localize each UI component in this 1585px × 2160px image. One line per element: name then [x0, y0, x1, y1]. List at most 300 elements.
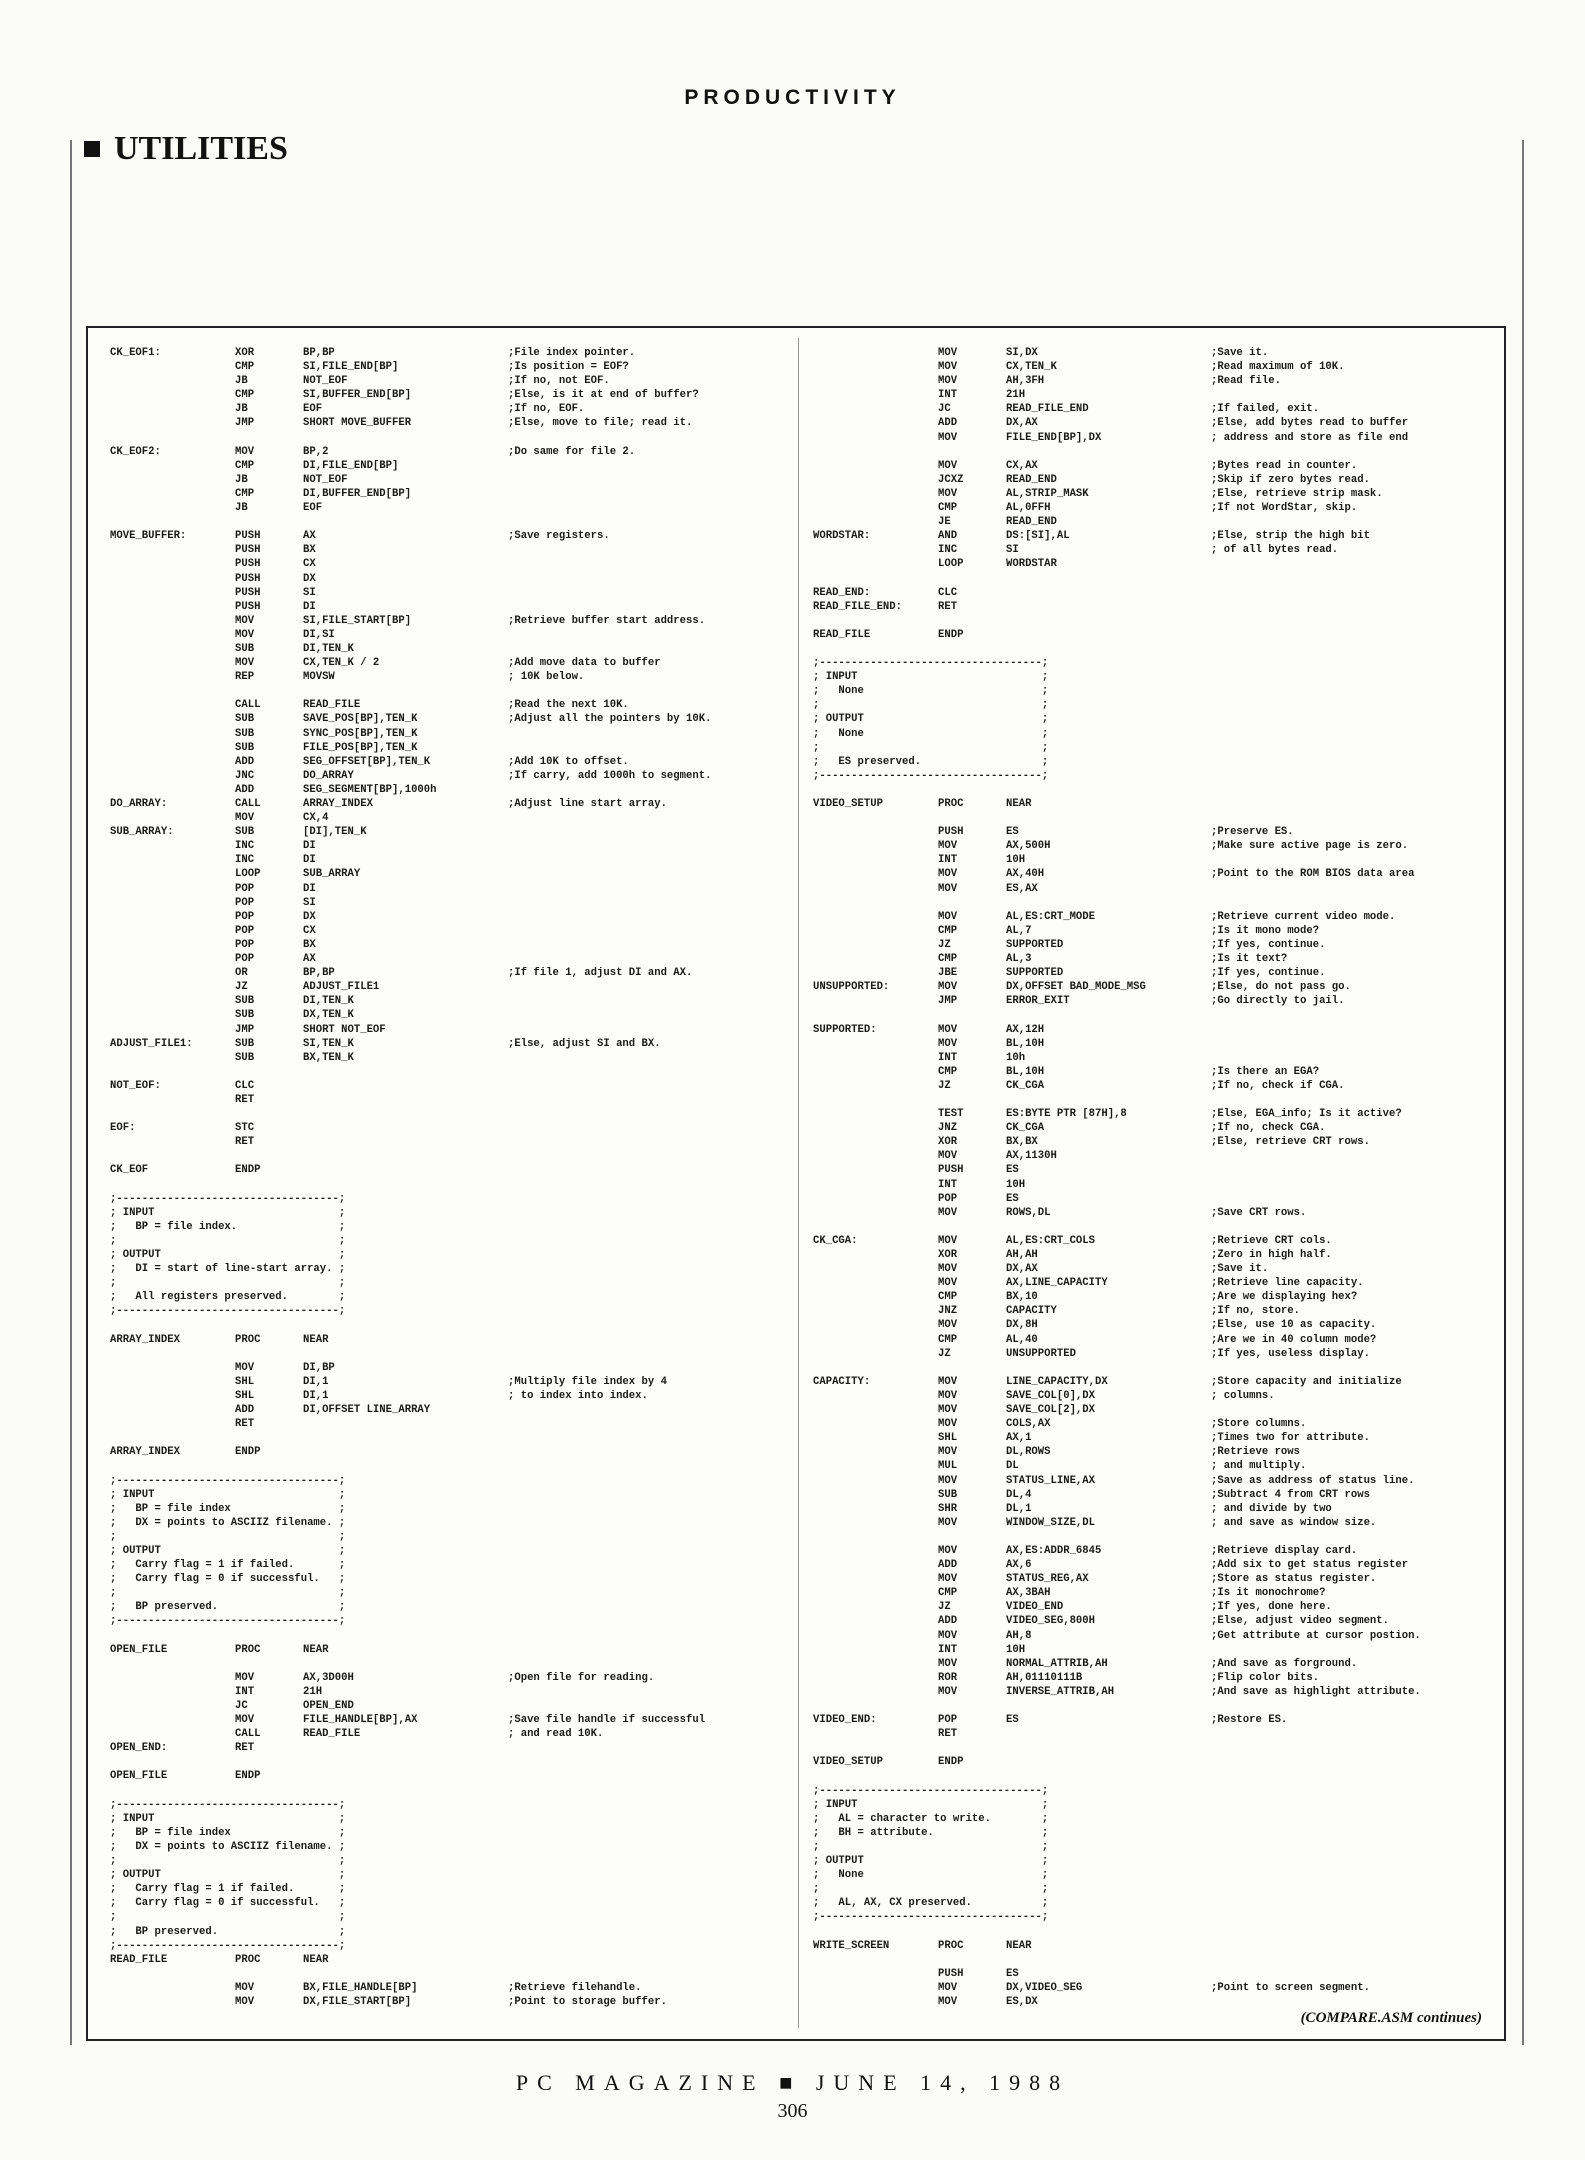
code-line [813, 980, 1503, 994]
code-label [813, 1276, 938, 1290]
code-label: VIDEO_SETUP [813, 1756, 883, 1769]
comment-box-line: ; BP = file index. ; [110, 1220, 346, 1233]
code-line [813, 1840, 1503, 1854]
code-label [110, 501, 235, 515]
code-comment [508, 1685, 800, 1699]
comment-box-line: ; INPUT ; [813, 671, 1049, 684]
code-label: ARRAY_INDEX [110, 1446, 180, 1459]
code-line [110, 755, 800, 769]
comment-box-line: ;-----------------------------------; [110, 1615, 346, 1628]
code-label [110, 1135, 235, 1149]
code-label [813, 543, 938, 557]
code-line [813, 600, 1503, 614]
code-comment [1211, 600, 1503, 614]
code-operand: DX,OFFSET BAD_MODE_MSG [1006, 981, 1146, 994]
code-operand [303, 1065, 508, 1079]
code-line [813, 698, 1503, 712]
code-opcode: PROC [938, 1939, 964, 1952]
code-comment: ;Read the next 10K. [508, 699, 629, 712]
code-opcode: PUSH [235, 572, 261, 585]
code-operand: CK_CGA [1006, 1122, 1045, 1135]
code-comment: ;Else, EGA_info; Is it active? [1211, 1108, 1402, 1121]
comment-box-line: ; Carry flag = 0 if successful. ; [110, 1573, 346, 1586]
code-line [110, 1572, 800, 1586]
code-opcode: JC [938, 403, 951, 416]
code-operand: NORMAL_ATTRIB,AH [1006, 1657, 1108, 1670]
code-comment [508, 1699, 800, 1713]
comment-box-line: ; ; [110, 1277, 346, 1290]
code-comment [508, 684, 800, 698]
code-label [813, 459, 938, 473]
code-line [110, 727, 800, 741]
code-label [110, 1065, 235, 1079]
code-label [813, 1318, 938, 1332]
code-line [110, 698, 800, 712]
code-comment [1211, 1220, 1503, 1234]
code-operand: SAVE_COL[2],DX [1006, 1404, 1096, 1417]
code-opcode: JE [938, 516, 951, 529]
code-comment [1211, 1727, 1503, 1741]
code-line [110, 1755, 800, 1769]
code-opcode: MOV [938, 1516, 958, 1529]
code-line [110, 628, 800, 642]
code-line [110, 501, 800, 515]
code-opcode [235, 515, 303, 529]
comment-box-line: ; All registers preserved. ; [110, 1291, 346, 1304]
code-label [813, 1417, 938, 1431]
code-label [813, 1572, 938, 1586]
code-operand: BP,BP [303, 967, 335, 980]
code-operand: DI [303, 854, 316, 867]
code-opcode: SUB [938, 1488, 958, 1501]
code-operand: DX,FILE_START[BP] [303, 1995, 412, 2008]
code-opcode [235, 1065, 303, 1079]
code-operand: AX,3D00H [303, 1671, 354, 1684]
code-operand [303, 1178, 508, 1192]
code-line [813, 1530, 1503, 1544]
code-label [110, 1459, 235, 1473]
code-line [110, 1206, 800, 1220]
code-label [813, 642, 938, 656]
code-operand: DX,VIDEO_SEG [1006, 1981, 1083, 1994]
code-operand: READ_FILE [303, 699, 361, 712]
code-opcode: PROC [938, 798, 964, 810]
code-label [110, 360, 235, 374]
code-label [813, 867, 938, 881]
code-line [813, 712, 1503, 726]
code-label: MOVE_BUFFER: [110, 530, 187, 543]
code-comment [1211, 1967, 1503, 1981]
code-opcode: RET [235, 1742, 255, 1755]
code-operand: SEG_SEGMENT[BP],1000h [303, 783, 437, 796]
code-opcode: MOV [938, 1234, 958, 1247]
code-label [813, 1121, 938, 1135]
code-label [813, 966, 938, 980]
code-line [110, 1149, 800, 1163]
code-line [813, 1079, 1503, 1093]
code-comment: ;Are we displaying hex? [1211, 1291, 1358, 1304]
code-label [813, 1502, 938, 1516]
code-label [813, 1192, 938, 1206]
code-label: DO_ARRAY: [110, 798, 168, 810]
comment-box-line: ; OUTPUT ; [110, 1869, 346, 1882]
code-line [813, 797, 1503, 811]
code-operand [303, 1755, 508, 1769]
code-line [813, 670, 1503, 684]
code-opcode: MOV [235, 657, 255, 670]
code-opcode: CMP [938, 1333, 958, 1346]
code-line [813, 1657, 1503, 1671]
code-line [813, 1826, 1503, 1840]
code-line [110, 825, 800, 839]
code-opcode: MOV [938, 347, 958, 359]
code-comment [508, 1967, 800, 1981]
code-label [110, 712, 235, 726]
comment-box-line: ;-----------------------------------; [110, 1939, 346, 1952]
code-line [813, 1178, 1503, 1192]
code-label [110, 459, 235, 473]
code-line [110, 684, 800, 698]
code-comment: ;Get attribute at cursor postion. [1211, 1629, 1421, 1642]
code-line [813, 1445, 1503, 1459]
code-comment [508, 473, 800, 487]
code-label [110, 1008, 235, 1022]
code-operand: BP,2 [303, 445, 329, 458]
code-opcode: XOR [235, 347, 255, 359]
code-label [110, 1685, 235, 1699]
code-comment [508, 459, 800, 473]
code-operand: AL,STRIP_MASK [1006, 487, 1089, 500]
code-operand: CAPACITY [1006, 1305, 1057, 1318]
code-comment: ; and multiply. [1211, 1460, 1307, 1473]
code-label: READ_FILE [813, 628, 871, 641]
code-operand: AL,40 [1006, 1333, 1038, 1346]
code-label [110, 924, 235, 938]
code-opcode: SUB [235, 826, 255, 839]
code-opcode: MOV [938, 431, 958, 444]
code-operand: FILE_END[BP],DX [1006, 431, 1102, 444]
code-label [110, 980, 235, 994]
code-line [813, 501, 1503, 515]
code-comment [1211, 853, 1503, 867]
code-operand: DI,SI [303, 628, 335, 641]
code-opcode: MOV [938, 1544, 958, 1557]
code-comment: ;And save as forground. [1211, 1657, 1358, 1670]
comment-box-line: ; None ; [813, 727, 1049, 740]
code-line [813, 1643, 1503, 1657]
code-label [813, 1586, 938, 1600]
code-comment [1211, 783, 1503, 797]
code-line [110, 1023, 800, 1037]
code-line [813, 1953, 1503, 1967]
code-line [110, 1333, 800, 1347]
code-line [813, 586, 1503, 600]
code-comment [508, 1079, 800, 1093]
comment-box-line: ; ; [110, 1855, 346, 1868]
code-line [110, 938, 800, 952]
code-comment: ;Adjust line start array. [508, 798, 667, 810]
code-opcode: MOV [938, 1263, 958, 1276]
code-line [110, 614, 800, 628]
code-line [813, 487, 1503, 501]
code-comment [508, 572, 800, 586]
code-line [813, 994, 1503, 1008]
code-operand: BX,BX [1006, 1136, 1038, 1149]
code-line [813, 1008, 1503, 1022]
code-operand: DX,AX [1006, 417, 1038, 430]
code-line [110, 586, 800, 600]
code-label: OPEN_END: [110, 1742, 168, 1755]
code-operand [1006, 1530, 1211, 1544]
code-operand: EOF [303, 403, 323, 416]
page-number: 306 [777, 2100, 808, 2122]
code-opcode: ENDP [235, 1446, 261, 1459]
code-opcode: ROR [938, 1671, 958, 1684]
code-comment: ;Save it. [1211, 1263, 1269, 1276]
code-label [813, 402, 938, 416]
code-line [110, 1318, 800, 1332]
code-operand [1006, 1699, 1211, 1713]
code-operand: AX,6 [1006, 1559, 1032, 1572]
code-operand: READ_FILE_END [1006, 403, 1089, 416]
code-comment [508, 1135, 800, 1149]
code-operand: DI,FILE_END[BP] [303, 459, 399, 472]
code-label [110, 1981, 235, 1995]
code-operand: LINE_CAPACITY,DX [1006, 1375, 1108, 1388]
code-operand: BX,FILE_HANDLE[BP] [303, 1981, 418, 1994]
code-comment: ;If not WordStar, skip. [1211, 502, 1358, 515]
code-opcode: PUSH [938, 1164, 964, 1177]
code-line [813, 1699, 1503, 1713]
code-line [110, 1953, 800, 1967]
code-comment [1211, 1769, 1503, 1783]
code-line [110, 1051, 800, 1065]
code-operand [1006, 896, 1211, 910]
code-label: CK_CGA: [813, 1234, 858, 1247]
code-label [110, 783, 235, 797]
code-comment [508, 600, 800, 614]
code-label [110, 698, 235, 712]
code-operand: DX,8H [1006, 1319, 1038, 1332]
code-operand [1006, 1727, 1211, 1741]
code-operand: AX,1 [1006, 1432, 1032, 1445]
code-operand: ES,AX [1006, 882, 1038, 895]
code-line [813, 1685, 1503, 1699]
code-label [110, 487, 235, 501]
code-comment: ;Open file for reading. [508, 1671, 655, 1684]
left-margin-rule [70, 140, 72, 2045]
code-line [813, 1347, 1503, 1361]
code-opcode [938, 1361, 1006, 1375]
code-line [813, 1163, 1503, 1177]
code-comment [508, 586, 800, 600]
code-comment [508, 487, 800, 501]
code-label [813, 388, 938, 402]
code-opcode: MOV [235, 628, 255, 641]
code-operand: EOF [303, 502, 323, 515]
code-line [110, 741, 800, 755]
code-label [110, 1995, 235, 2009]
comment-box-line: ;-----------------------------------; [813, 1784, 1049, 1797]
code-label [110, 628, 235, 642]
code-comment [1211, 628, 1503, 642]
code-line [110, 1037, 800, 1051]
code-comment: ;Read file. [1211, 375, 1281, 388]
code-opcode: CMP [235, 459, 255, 472]
code-operand: ES [1006, 1164, 1019, 1177]
code-comment [1211, 882, 1503, 896]
code-opcode: JMP [235, 417, 255, 430]
code-line [813, 1290, 1503, 1304]
code-line [813, 1037, 1503, 1051]
code-operand: BP,BP [303, 347, 335, 359]
code-operand: DX [303, 572, 316, 585]
code-label [813, 572, 938, 586]
comment-box-line: ;-----------------------------------; [813, 1911, 1049, 1924]
code-operand [1006, 811, 1211, 825]
code-label [813, 1304, 938, 1318]
code-comment: ;And save as highlight attribute. [1211, 1685, 1421, 1698]
comment-box-line: ; INPUT ; [813, 1798, 1049, 1811]
code-label [813, 1474, 938, 1488]
code-line [110, 1812, 800, 1826]
code-line [813, 1755, 1503, 1769]
code-opcode: RET [938, 1728, 958, 1741]
code-operand [303, 1445, 508, 1459]
code-opcode: POP [938, 1714, 958, 1727]
code-opcode [938, 1953, 1006, 1967]
code-line [813, 783, 1503, 797]
code-line [813, 1389, 1503, 1403]
code-line [110, 1544, 800, 1558]
comment-box-line: ;-----------------------------------; [813, 657, 1049, 670]
comment-box-line: ; ; [813, 1840, 1049, 1853]
code-operand: SI [303, 586, 316, 599]
code-label [813, 1206, 938, 1220]
code-comment [1211, 1995, 1503, 2009]
code-operand: AX [303, 953, 316, 966]
code-line [813, 1403, 1503, 1417]
code-line [110, 1234, 800, 1248]
code-line [110, 1925, 800, 1939]
code-operand: CK_CGA [1006, 1079, 1045, 1092]
code-comment: ;Times two for attribute. [1211, 1432, 1370, 1445]
code-operand [303, 1318, 508, 1332]
code-label [813, 1516, 938, 1530]
code-opcode [938, 1530, 1006, 1544]
code-comment: ;Else, adjust video segment. [1211, 1615, 1390, 1628]
code-label: UNSUPPORTED: [813, 981, 890, 994]
code-opcode: JZ [938, 938, 951, 951]
code-operand [303, 1629, 508, 1643]
code-label [813, 473, 938, 487]
code-opcode: ENDP [235, 1164, 261, 1177]
comment-box-line: ; AL, AX, CX preserved. ; [813, 1897, 1049, 1910]
code-comment [508, 1333, 800, 1347]
code-line [110, 1882, 800, 1896]
code-comment: ;Multiply file index by 4 [508, 1375, 667, 1388]
code-label [813, 1699, 938, 1713]
code-comment: ;Else, do not pass go. [1211, 981, 1351, 994]
code-operand [303, 1093, 508, 1107]
code-opcode: MOV [938, 1404, 958, 1417]
code-comment: ;If no, check if CGA. [1211, 1079, 1345, 1092]
code-opcode: JCXZ [938, 473, 964, 486]
code-operand: UNSUPPORTED [1006, 1347, 1076, 1360]
code-comment [1211, 1008, 1503, 1022]
code-comment [508, 431, 800, 445]
code-comment: ;Retrieve CRT cols. [1211, 1234, 1332, 1247]
code-line [813, 1107, 1503, 1121]
code-line [813, 755, 1503, 769]
code-line [110, 712, 800, 726]
code-label [813, 1953, 938, 1967]
code-label [110, 1431, 235, 1445]
code-label [813, 924, 938, 938]
code-operand: INVERSE_ATTRIB,AH [1006, 1685, 1115, 1698]
code-opcode: JC [235, 1700, 248, 1712]
code-line [110, 1854, 800, 1868]
code-line [110, 1840, 800, 1854]
code-comment [1211, 1953, 1503, 1967]
code-label [813, 1389, 938, 1403]
code-line [110, 473, 800, 487]
code-comment [508, 1107, 800, 1121]
comment-box-line: ; None ; [813, 1869, 1049, 1882]
code-line [110, 431, 800, 445]
code-label [813, 1149, 938, 1163]
code-operand [1006, 614, 1211, 628]
code-operand: ERROR_EXIT [1006, 995, 1070, 1008]
code-line [813, 572, 1503, 586]
code-operand: CX,TEN_K / 2 [303, 657, 380, 670]
code-label [110, 1967, 235, 1981]
code-operand [1006, 1093, 1211, 1107]
code-label [813, 1248, 938, 1262]
code-operand: COLS,AX [1006, 1418, 1051, 1431]
comment-box-line: ; ; [813, 699, 1049, 712]
continues-note: (COMPARE.ASM continues) [1300, 2010, 1482, 2026]
code-operand: NEAR [303, 1953, 329, 1966]
code-line [110, 1699, 800, 1713]
code-label [110, 1375, 235, 1389]
code-label [110, 966, 235, 980]
code-line [813, 1558, 1503, 1572]
code-opcode: INT [938, 1643, 958, 1656]
code-comment [1211, 896, 1503, 910]
code-comment [508, 783, 800, 797]
code-comment [1211, 586, 1503, 600]
code-line [110, 1671, 800, 1685]
code-line [813, 515, 1503, 529]
code-operand: DX [303, 910, 316, 923]
code-label [813, 1741, 938, 1755]
code-operand: AH,01110111B [1006, 1671, 1083, 1684]
code-comment: ;If carry, add 1000h to segment. [508, 769, 712, 782]
code-opcode: JZ [938, 1601, 951, 1614]
code-line [110, 557, 800, 571]
code-label [813, 1995, 938, 2009]
code-label [813, 783, 938, 797]
code-comment [508, 543, 800, 557]
code-operand: SUB_ARRAY [303, 868, 361, 881]
code-line [813, 727, 1503, 741]
code-label [813, 839, 938, 853]
code-comment [1211, 1361, 1503, 1375]
code-comment: ;Retrieve rows [1211, 1446, 1301, 1459]
code-line [813, 853, 1503, 867]
code-comment [508, 1953, 800, 1967]
